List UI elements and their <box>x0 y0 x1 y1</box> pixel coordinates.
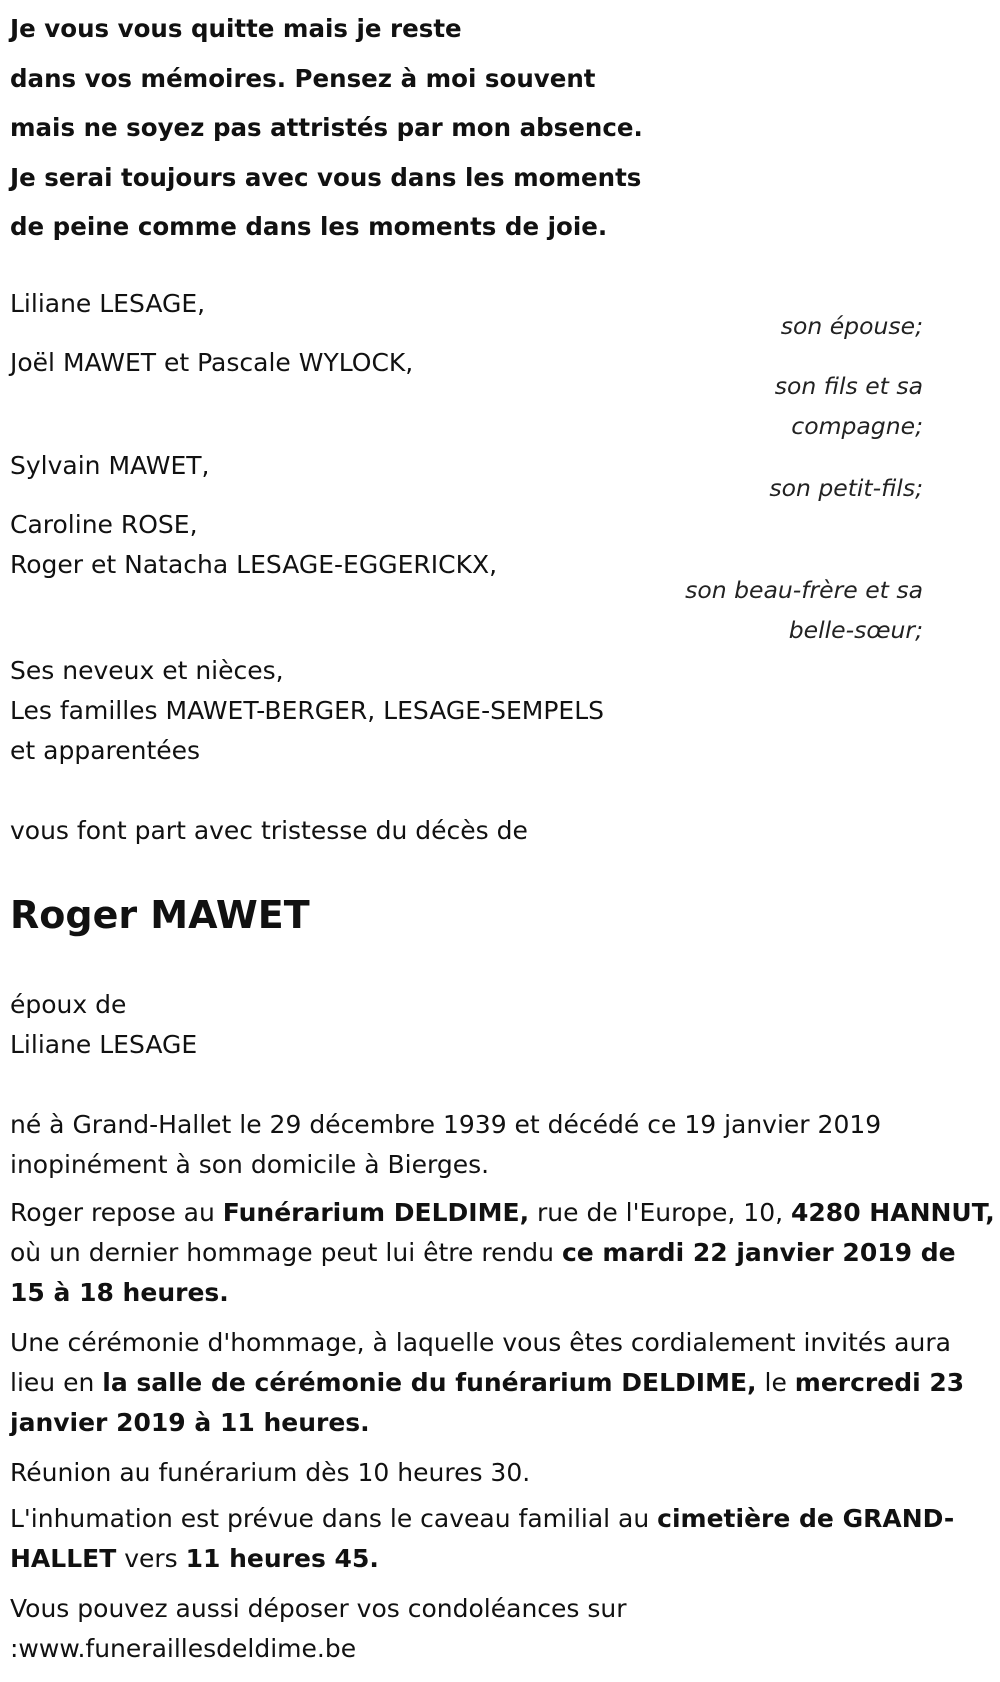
relation-petit-fils: son petit-fils; <box>769 474 923 502</box>
reunion-paragraph: Réunion au funérarium dès 10 heures 30. <box>10 1458 531 1487</box>
ceremony-paragraph <box>10 1323 995 1443</box>
cemetery-name: cimetière de GRAND-HALLET <box>10 1504 955 1573</box>
family-joel: Joël MAWET et Pascale WYLOCK, <box>10 348 414 377</box>
family-roger-natacha: Roger et Natacha LESAGE-EGGERICKX, <box>10 550 498 579</box>
poem-line: Je vous vous quitte mais je reste <box>10 14 462 43</box>
announcement: vous font part avec tristesse du décès de <box>10 816 528 845</box>
family-familles: Les familles MAWET-BERGER, LESAGE-SEMPELS <box>10 696 604 725</box>
ceremony-text: le <box>756 1368 795 1397</box>
poem-line: dans vos mémoires. Pensez à moi souvent <box>10 63 596 93</box>
birth-death-paragraph: né à Grand-Hallet le 29 décembre 1939 et décédé ce 19 janvier 2019 inopinément à son domicile à Bierges. <box>10 1110 882 1179</box>
inhumation-time: 11 heures 45. <box>185 1544 379 1573</box>
relation-fils-line2: compagne; <box>791 412 923 440</box>
relation-beau-frere-line1: son beau-frère et sa <box>685 576 923 604</box>
condolences-link[interactable]: :www.funeraillesdeldime.be <box>10 1634 357 1663</box>
deceased-name: Roger MAWET <box>10 893 310 937</box>
relation-epouse: son épouse; <box>780 312 923 340</box>
family-liliane: Liliane LESAGE, <box>10 289 206 318</box>
ceremony-text: Une cérémonie d'hommage, à laquelle vous êtes cordialement invités aura lieu en <box>10 1328 951 1397</box>
relation-fils-line1: son fils et sa <box>774 372 923 400</box>
relation-beau-frere-line2: belle-sœur; <box>788 616 923 644</box>
family-sylvain: Sylvain MAWET, <box>10 451 210 480</box>
repose-text: où un dernier hommage peut lui être rendu <box>10 1238 562 1267</box>
poem <box>10 4 710 252</box>
poem-line: Je serai toujours avec vous dans les moments <box>10 162 642 192</box>
poem-line: mais ne soyez pas attristés par mon absence. <box>10 113 643 142</box>
repose-text: Roger repose au <box>10 1198 223 1227</box>
ceremony-time: mercredi 23 janvier 2019 à 11 heures. <box>10 1368 965 1437</box>
family-caroline: Caroline ROSE, <box>10 510 198 539</box>
poem-line: de peine comme dans les moments de joie. <box>10 212 608 241</box>
ceremony-location: la salle de cérémonie du funérarium DELDIME, <box>102 1368 757 1397</box>
inhumation-paragraph <box>10 1499 995 1579</box>
condolences-line: Vous pouvez aussi déposer vos condoléances sur <box>10 1594 627 1623</box>
funerarium-name: Funérarium DELDIME, <box>222 1198 530 1227</box>
repose-text: rue de l'Europe, 10, <box>529 1198 792 1227</box>
repose-paragraph <box>10 1193 995 1313</box>
spouse-label: époux de <box>10 990 127 1019</box>
spouse-name: Liliane LESAGE <box>10 1030 198 1059</box>
family-apparentees: et apparentées <box>10 736 201 765</box>
funerarium-city: 4280 HANNUT, <box>791 1198 995 1227</box>
visitation-time: ce mardi 22 janvier 2019 de 15 à 18 heures. <box>10 1238 956 1307</box>
inhumation-text: L'inhumation est prévue dans le caveau familial au <box>10 1504 658 1533</box>
inhumation-text: vers <box>116 1544 186 1573</box>
family-neveux: Ses neveux et nièces, <box>10 656 284 685</box>
